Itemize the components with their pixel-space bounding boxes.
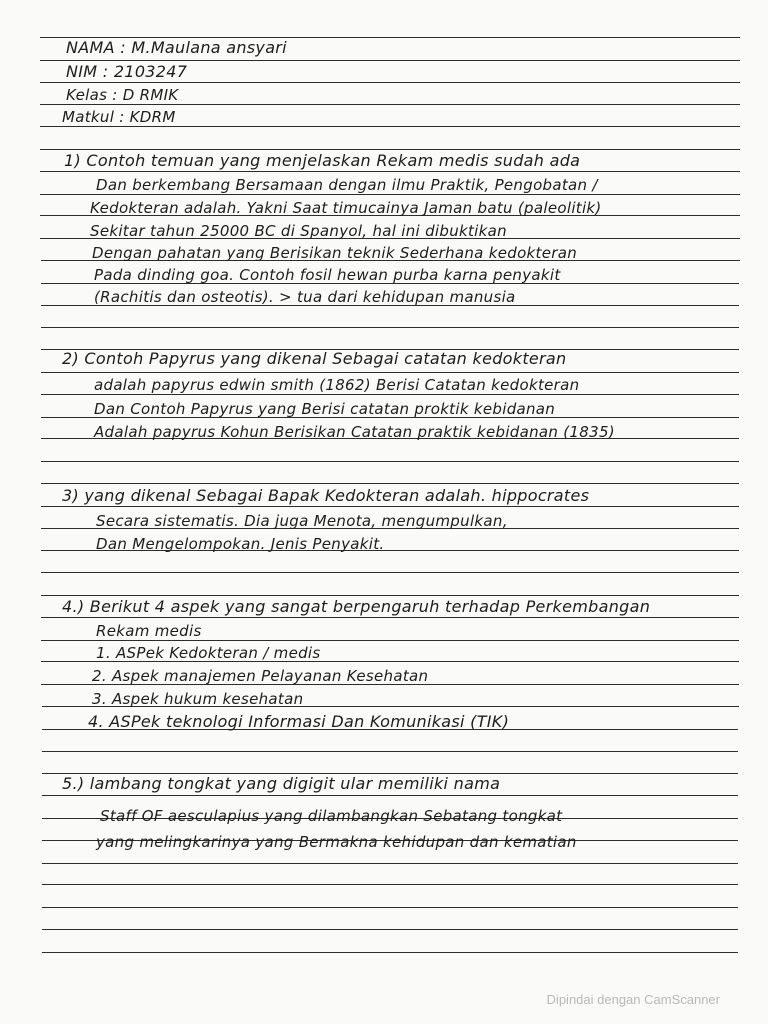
answer-1-line-3: Kedokteran adalah. Yakni Saat timucainya Jaman batu (paleolitik) [90,199,602,217]
student-name-line: NAMA : M.Maulana ansyari [66,38,287,57]
ruled-line [42,907,738,908]
answer-4-line-6: 4. ASPek teknologi Informasi Dan Komunikasi (TIK) [88,712,510,731]
course-line: Matkul : KDRM [62,108,176,126]
answer-1-line-7: (Rachitis dan osteotis). > tua dari kehidupan manusia [94,288,516,306]
answer-3-line-2: Secara sistematis. Dia juga Menota, mengumpulkan, [96,512,508,530]
ruled-line [42,751,739,752]
ruled-line [41,483,739,484]
answer-5-line-2: Staff OF aesculapius yang dilambangkan Sebatang tongkat [100,807,563,825]
answer-2-line-4: Adalah papyrus Kohun Berisikan Catatan praktik kebidanan (1835) [94,423,615,441]
answer-1-line-2: Dan berkembang Bersamaan dengan ilmu Praktik, Pengobatan / [96,176,598,194]
ruled-line [41,506,739,507]
ruled-line [41,461,739,462]
ruled-line [41,327,740,328]
answer-2-line-3: Dan Contoh Papyrus yang Berisi catatan proktik kebidanan [94,400,556,418]
ruled-line [41,372,740,373]
ruled-line [41,595,739,596]
answer-4-line-4: 2. Aspek manajemen Pelayanan Kesehatan [92,667,429,685]
ruled-line [40,126,740,127]
student-nim-line: NIM : 2103247 [66,62,188,81]
answer-4-line-3: 1. ASPek Kedokteran / medis [96,644,321,662]
ruled-line [42,795,739,796]
ruled-line [40,82,740,83]
answer-3-line-3: Dan Mengelompokan. Jenis Penyakit. [96,535,385,553]
ruled-line [40,149,740,150]
ruled-line [42,929,738,930]
ruled-line [40,171,739,172]
ruled-line [41,617,738,618]
answer-2-line-1: 2) Contoh Papyrus yang dikenal Sebagai catatan kedokteran [62,349,567,368]
answer-1-line-6: Pada dinding goa. Contoh fosil hewan purba karna penyakit [94,266,561,284]
answer-4-line-5: 3. Aspek hukum kesehatan [92,690,304,708]
camscanner-watermark: Dipindai dengan CamScanner [546,992,720,1007]
ruled-line [42,884,738,885]
ruled-line [41,572,739,573]
answer-4-line-2: Rekam medis [96,622,202,640]
answer-1-line-4: Sekitar tahun 25000 BC di Spanyol, hal ini dibuktikan [90,222,507,240]
answer-4-line-1: 4.) Berikut 4 aspek yang sangat berpengaruh terhadap Perkembangan [62,597,651,616]
ruled-line [42,863,738,864]
ruled-line [42,952,738,953]
answer-5-line-1: 5.) lambang tongkat yang digigit ular memiliki nama [62,774,501,793]
answer-2-line-2: adalah papyrus edwin smith (1862) Berisi Catatan kedokteran [94,376,580,394]
answer-1-line-5: Dengan pahatan yang Berisikan teknik Sederhana kedokteran [92,244,578,262]
ruled-line [40,60,740,61]
answer-3-line-1: 3) yang dikenal Sebagai Bapak Kedokteran adalah. hippocrates [62,486,590,505]
answer-5-line-3: yang melingkarinya yang Bermakna kehidupan dan kematian [96,833,577,851]
ruled-line [40,104,740,105]
answer-1-line-1: 1) Contoh temuan yang menjelaskan Rekam medis sudah ada [64,151,581,170]
student-class-line: Kelas : D RMIK [66,86,179,104]
